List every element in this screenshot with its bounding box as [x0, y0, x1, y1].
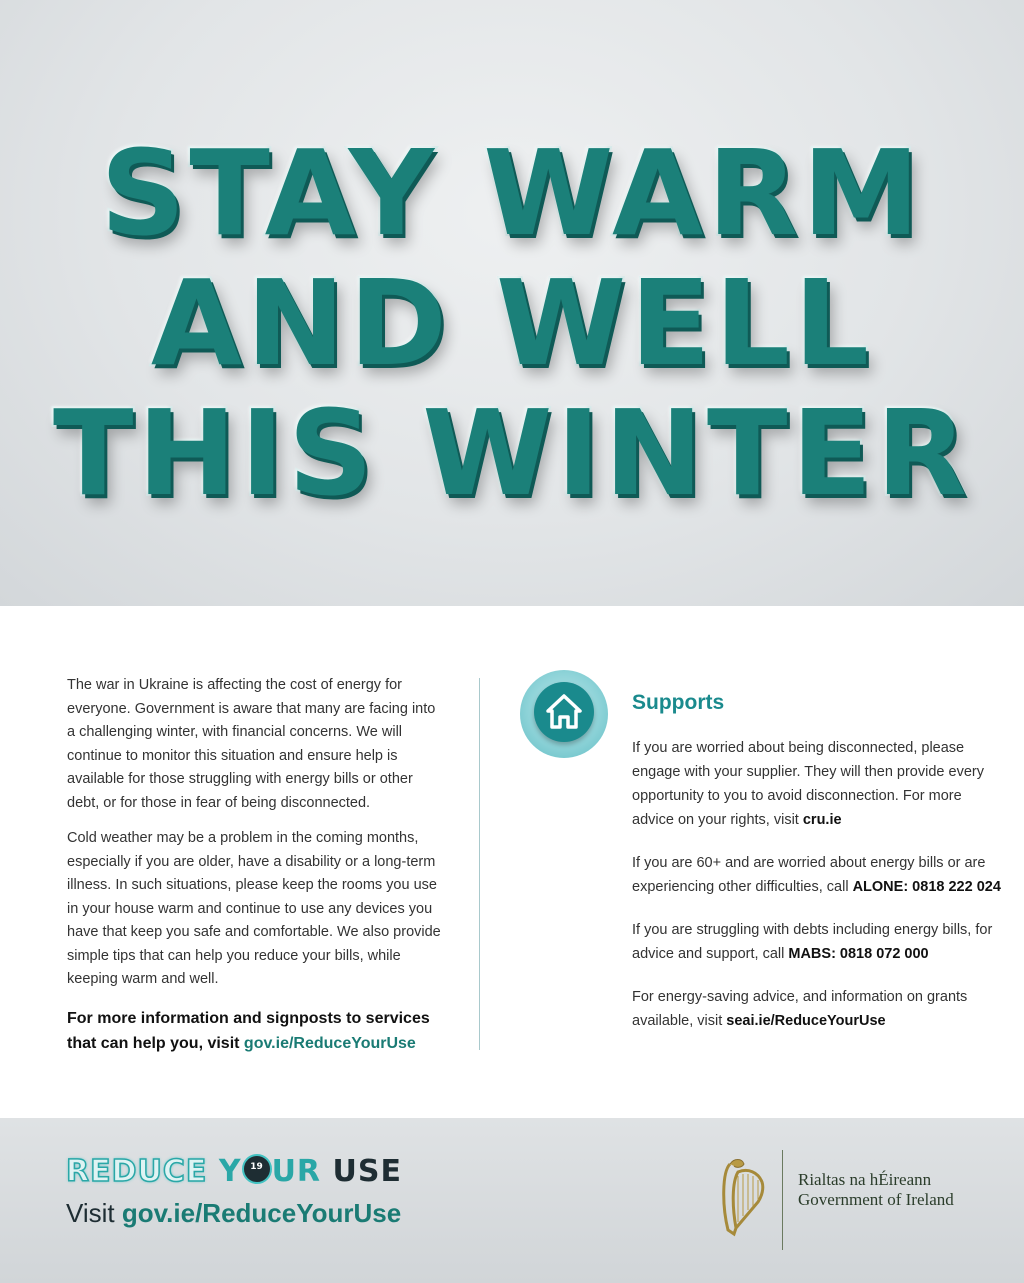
hero-title [0, 124, 1024, 522]
brand-reduce: REDUCE [66, 1154, 208, 1189]
brand-y: Y [218, 1154, 242, 1189]
brand-use: USE [332, 1154, 402, 1189]
intro-paragraph-2: Cold weather may be a problem in the coming months, especially if you are older, have a disability or a long-term illness. In such situations, please keep the rooms you use in your house warm and continue to use any devices you have that keep you safe and comfortable. We also provide simple tips that can help you reduce your bills, while keeping warm and well. [67, 830, 441, 987]
support-item-supplier [632, 736, 1002, 832]
cta-text [67, 1006, 447, 1056]
gov-english-name: Government of Ireland [798, 1190, 954, 1209]
brand-badge-number: 19 [250, 1162, 263, 1172]
brand-ur: UR [271, 1154, 322, 1189]
cta-link[interactable]: gov.ie/ReduceYourUse [243, 1034, 416, 1052]
house-icon [520, 670, 608, 758]
support-item-phone[interactable]: MABS: 0818 072 000 [788, 946, 929, 962]
footer [0, 1118, 1024, 1283]
support-item-phone[interactable]: ALONE: 0818 222 024 [852, 879, 1001, 895]
support-item-text: If you are 60+ and are worried about energy bills or are experiencing other difficulties, call [632, 855, 986, 895]
supports-column [632, 736, 1002, 1052]
support-item-mabs [632, 918, 1002, 966]
supports-heading: Supports [632, 691, 725, 714]
visit-label: Visit [66, 1198, 122, 1228]
support-item-text: For energy-saving advice, and information on grants available, visit [632, 989, 968, 1029]
intro-paragraph-1: The war in Ukraine is affecting the cost of energy for everyone. Government is aware that many are facing into a challenging winter, with financial concerns. We will continue to monitor this situation and ensure help is available for those struggling with energy bills or other debt, or for those in fear of being disconnected. [67, 677, 436, 811]
hero-title-line-3: THIS WINTER [53, 384, 971, 522]
harp-icon [718, 1156, 768, 1240]
support-item-text: If you are worried about being disconnected, please engage with your supplier. They will then provide every opportunity to you to avoid disconnection. For more advice on your rights, visit [632, 740, 984, 828]
brand-o-badge [242, 1154, 272, 1184]
hero-title-line-2: AND WELL [150, 254, 874, 392]
support-item-text: If you are struggling with debts including energy bills, for advice and support, call [632, 922, 993, 962]
hero-banner [0, 0, 1024, 606]
support-item-alone [632, 851, 1002, 899]
gov-divider [782, 1150, 783, 1250]
support-item-link[interactable]: cru.ie [802, 812, 842, 828]
gov-irish-name: Rialtas na hÉireann [798, 1170, 932, 1189]
reduce-your-use-logo [66, 1154, 402, 1189]
government-logo-text [798, 1170, 954, 1210]
footer-visit [66, 1198, 401, 1229]
support-item-link[interactable]: seai.ie/ReduceYourUse [726, 1013, 886, 1029]
support-item-seai [632, 985, 1002, 1033]
hero-title-line-1: STAY WARM [100, 124, 924, 262]
intro-column [67, 674, 447, 1068]
visit-link[interactable]: gov.ie/ReduceYourUse [121, 1198, 402, 1228]
content-section [0, 606, 1024, 1118]
column-divider [479, 678, 480, 1050]
cta-label: For more information and signposts to services that can help you, visit [67, 1009, 430, 1052]
